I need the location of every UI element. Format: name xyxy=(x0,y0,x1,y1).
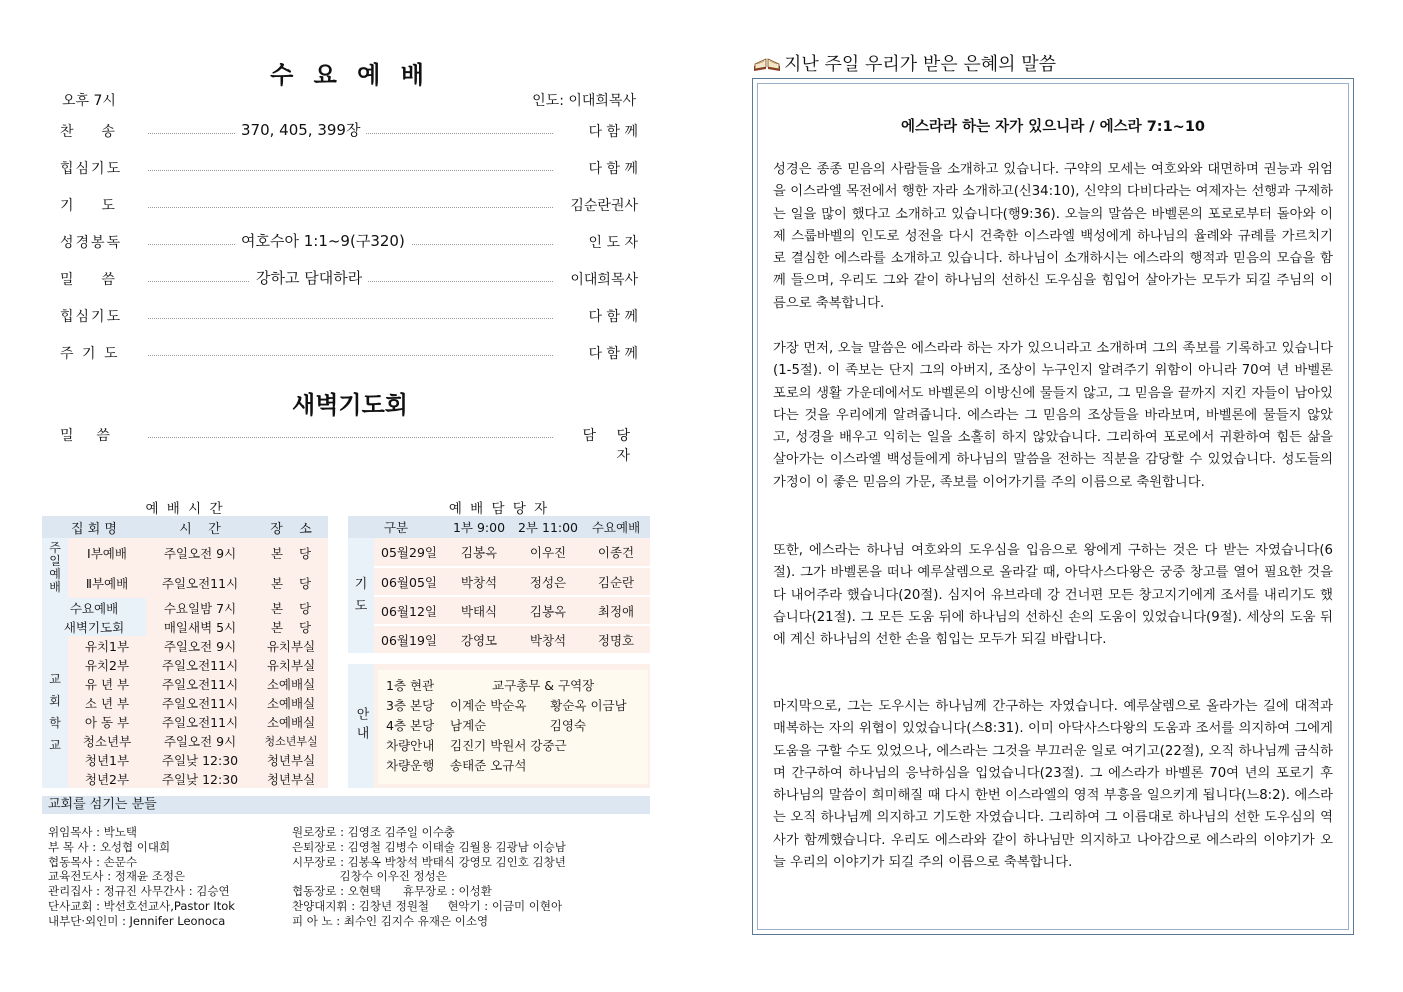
order-label: 주 기 도 xyxy=(60,346,120,362)
header-cell: 2부 11:00 xyxy=(517,520,579,535)
service-name: 새벽기도회 xyxy=(42,617,146,636)
service-name: 청소년부 xyxy=(68,731,146,750)
order-person: 인 도 자 xyxy=(558,232,638,252)
order-person: 다 함 께 xyxy=(558,158,638,178)
duty-wednesday: 김순란 xyxy=(582,567,650,596)
order-row xyxy=(60,343,638,365)
dawn-title: 새벽기도회 xyxy=(292,391,408,419)
service-name: 유치2부 xyxy=(68,655,146,674)
group-cell: 주일예배 xyxy=(42,538,68,598)
order-label: 찬 송 xyxy=(60,124,117,140)
order-content: 강하고 담대하라 xyxy=(250,267,368,288)
order-label: 성경봉독 xyxy=(60,235,123,251)
dotted-leader xyxy=(148,437,553,438)
book-icon xyxy=(752,52,782,72)
order-label: 기 도 xyxy=(60,198,117,214)
staff-line: 찬양대지휘 : 김창년 정원철 현악기 : 이금미 이현아 xyxy=(292,898,563,913)
duty-second: 박창석 xyxy=(514,625,582,654)
order-person: 이대희목사 xyxy=(558,269,638,289)
schedule-row xyxy=(42,538,328,568)
duty-caption: 예 배 담 당 자 xyxy=(448,501,550,517)
staff-right xyxy=(292,825,566,929)
sermon-paragraph: 마지막으로, 그는 도우시는 하나님께 간구하는 자였습니다. 예루살렘으로 올라가는 길에 대적과 매복하는 자의 위협이 있었습니다(스8:31). 이미 아닥사스다왕의 도움과 조서를 의지하여 그에게 도움을 구할 수도 있었으나, 에스라는 그것을 부끄러운 일로 여기고(22절), 오직 하나님께 금식하며 간구하여 하나님의 응낙하심을 입었습니다(23절). 그 에스라가 바벨론 70여 년의 포로기 후 하나님의 말씀이 희미해질 때 다시 한번 이스라엘의 영적 부흥을 일으키게 됩니다(느8:2). 에스라는 오직 하나님께 의지하고 기도한 자였습니다. 그리하여 그 이름대로 하나님의 선한 도우심의 역사가 함께했습니다. 우리도 에스라와 같이 하나님만 의지하고 나아감으로 에스라의 이야기가 오늘 우리의 이야기가 되길 주의 이름으로 축복합니다. xyxy=(773,699,1333,871)
order-person: 다 함 께 xyxy=(558,343,638,363)
service-name: 유치1부 xyxy=(68,636,146,655)
schedule-row xyxy=(42,655,328,674)
service-place: 본 당 xyxy=(254,538,328,568)
schedule-header xyxy=(42,516,328,538)
service-leader: 인도: 이대희목사 xyxy=(532,93,636,109)
duty-first: 김봉옥 xyxy=(444,538,514,567)
service-time: 주일오전 9시 xyxy=(146,731,254,750)
schedule-table xyxy=(42,516,328,788)
service-name: 소 년 부 xyxy=(68,693,146,712)
sermon-paragraph: 또한, 에스라는 하나님 여호와의 도우심을 입음으로 왕에게 구하는 것은 다 받는 자였습니다(6절). 그가 바벨론을 떠나 예루살렘으로 올라갈 때, 아닥사스다왕은 궁중 창고를 열어 필요한 것을 다 내어주라 했습니다(20절). 심지어 유브라데 강 건너편 모든 창고지기에게 조서를 내리기도 했습니다(21절). 그 모든 도움 뒤에 하나님의 선하신 손의 도움이 있었습니다(9절). 세상의 도움 뒤에 계신 하나님의 선한 손을 힘입는 모두가 되길 바랍니다. xyxy=(773,543,1333,648)
service-time: 주일오전 9시 xyxy=(146,538,254,568)
service-place: 소예배실 xyxy=(254,674,328,693)
sermon-heading: 지난 주일 우리가 받은 은혜의 말씀 xyxy=(784,54,1057,75)
guide-key: 차량안내 xyxy=(386,738,435,753)
duty-row xyxy=(348,625,650,654)
duty-date: 06월12일 xyxy=(374,596,444,625)
order-row xyxy=(60,121,638,143)
order-content: 여호수아 1:1~9(구320) xyxy=(235,230,411,251)
guide-row xyxy=(386,716,586,734)
order-content: 370, 405, 399장 xyxy=(235,119,366,140)
guide-row xyxy=(386,756,526,774)
duty-table xyxy=(348,516,650,655)
service-place: 유치부실 xyxy=(254,655,328,674)
order-label: 힙심기도 xyxy=(60,161,123,177)
header-cell: 수요예배 xyxy=(591,520,641,535)
guide-label: 안내 xyxy=(353,707,369,745)
service-time: 수요일밤 7시 xyxy=(146,598,254,617)
service-time: 주일오전11시 xyxy=(146,693,254,712)
service-place: 청소년부실 xyxy=(254,731,328,750)
service-time: 주일오전11시 xyxy=(146,568,254,598)
duty-wednesday: 이종건 xyxy=(582,538,650,567)
header-cell: 1부 9:00 xyxy=(452,520,506,535)
guide-key: 차량운행 xyxy=(386,758,435,773)
dawn-right: 담 당 자 xyxy=(558,425,638,465)
service-time: 매일새벽 5시 xyxy=(146,617,254,636)
staff-line: 원로장로 : 김영조 김주일 이수충 xyxy=(292,825,455,839)
dawn-row xyxy=(60,425,638,464)
duty-second: 정성은 xyxy=(514,567,582,596)
staff-line: 피 아 노 : 최수인 김지수 유재은 이소영 xyxy=(292,913,489,928)
duty-date: 06월05일 xyxy=(374,567,444,596)
duty-wednesday: 정명호 xyxy=(582,625,650,654)
prayer-label: 기도 xyxy=(348,538,374,654)
guide-value: 송태준 오규석 xyxy=(450,758,527,773)
duty-date: 06월19일 xyxy=(374,625,444,654)
staff-line: 협동장로 : 오현택 휴무장로 : 이성환 xyxy=(292,884,492,899)
sermon-box xyxy=(752,78,1354,935)
staff-line: 단사교회 : 박선호선교사,Pastor Itok xyxy=(48,898,235,913)
order-row xyxy=(60,195,638,217)
schedule-row xyxy=(42,769,328,788)
service-time: 주일낮 12:30 xyxy=(146,769,254,788)
staff-heading: 교회를 섬기는 분들 xyxy=(42,796,650,814)
staff-line: 교육전도사 : 정재윤 조정은 xyxy=(48,869,186,884)
service-time: 오후 7시 xyxy=(62,93,116,109)
service-time: 주일오전11시 xyxy=(146,712,254,731)
schedule-row xyxy=(42,568,328,598)
wednesday-title: 수 요 예 배 xyxy=(270,61,430,89)
duty-first: 강영모 xyxy=(444,625,514,654)
service-place: 유치부실 xyxy=(254,636,328,655)
guide-row xyxy=(386,736,567,754)
order-label: 힙심기도 xyxy=(60,309,123,325)
service-time: 주일오전11시 xyxy=(146,674,254,693)
service-time: 주일오전 9시 xyxy=(146,636,254,655)
staff-line: 시무장로 : 김봉옥 박창석 박태식 강영모 김인호 김창년 xyxy=(292,854,566,869)
order-row xyxy=(60,306,638,328)
guide-value: 김진기 박원서 강중근 xyxy=(450,738,567,753)
header-cell: 집 회 명 xyxy=(71,521,117,537)
schedule-row xyxy=(42,712,328,731)
guide-label-cell xyxy=(348,664,374,788)
service-name: Ⅱ부예배 xyxy=(68,568,146,598)
order-person: 김순란권사 xyxy=(558,195,638,215)
staff-line: 관리집사 : 정규진 사무간사 : 김승연 xyxy=(48,884,230,899)
duty-row xyxy=(348,596,650,625)
schedule-row xyxy=(42,617,328,636)
staff-line: 부 목 사 : 오성협 이대희 xyxy=(48,839,171,854)
guide-key: 3층 본당 xyxy=(386,698,435,713)
staff-line: 은퇴장로 : 김영철 김병수 이태술 김월용 김광남 이승남 xyxy=(292,839,566,854)
guide-row xyxy=(386,676,594,694)
schedule-row xyxy=(42,636,328,655)
order-person: 다 함 께 xyxy=(558,306,638,326)
order-row xyxy=(60,232,638,254)
duty-second: 김봉옥 xyxy=(514,596,582,625)
guide-value: 이계순 박순옥 황순옥 이금남 xyxy=(450,698,627,713)
order-label: 밀 씀 xyxy=(60,272,117,288)
dotted-leader xyxy=(148,207,553,208)
schedule-row xyxy=(42,674,328,693)
schedule-row xyxy=(42,750,328,769)
staff-left xyxy=(48,825,235,929)
service-time: 주일오전11시 xyxy=(146,655,254,674)
order-row xyxy=(60,158,638,180)
header-cell: 장 소 xyxy=(270,521,312,537)
dotted-leader xyxy=(148,355,553,356)
schedule-row xyxy=(42,598,328,617)
staff-line: 협동목사 : 손문수 xyxy=(48,854,137,869)
duty-row xyxy=(348,567,650,596)
guide-row xyxy=(386,696,627,714)
service-place: 본 당 xyxy=(254,598,328,617)
header-cell: 구분 xyxy=(383,520,409,535)
service-place: 청년부실 xyxy=(254,750,328,769)
schedule-row xyxy=(42,731,328,750)
guide-value: 남계순 김영숙 xyxy=(450,718,587,733)
service-place: 본 당 xyxy=(254,617,328,636)
group-cell: 교회학교 xyxy=(42,636,68,788)
service-name: 수요예배 xyxy=(42,598,146,617)
service-place: 소예배실 xyxy=(254,712,328,731)
duty-first: 박태식 xyxy=(444,596,514,625)
service-name: Ⅰ부예배 xyxy=(68,538,146,568)
schedule-caption: 예 배 시 간 xyxy=(145,501,225,517)
guide-key: 4층 본당 xyxy=(386,718,435,733)
duty-row xyxy=(348,538,650,567)
service-name: 청년1부 xyxy=(68,750,146,769)
sermon-title: 에스라라 하는 자가 있으니라 / 에스라 7:1~10 xyxy=(901,119,1205,135)
service-name: 유 년 부 xyxy=(68,674,146,693)
service-name: 아 동 부 xyxy=(68,712,146,731)
staff-line: 위임목사 : 박노택 xyxy=(48,825,137,839)
sermon-paragraph: 성경은 종종 믿음의 사람들을 소개하고 있습니다. 구약의 모세는 여호와와 대면하며 권능과 위엄을 이스라엘 목전에서 행한 자라 소개하고(신34:10), 신약의 다비다라는 여제자는 선행과 구제하는 일을 많이 했다고 소개하고 있습니다(행9:36). 오늘의 말씀은 바벨론의 포로로부터 돌아와 이제 스룹바벨의 인도로 성전을 다시 건축한 이스라엘 백성에게 하나님의 율례와 규례를 가르치기로 결심한 에스라를 소개하고 있습니다. 하나님이 소개하시는 에스라의 행적과 믿음의 모습을 함께 들으며, 우리도 그와 같이 하나님의 선하신 도우심을 힘입어 살아가는 모두가 되길 주님의 이름으로 축복합니다. xyxy=(773,162,1333,311)
service-place: 소예배실 xyxy=(254,693,328,712)
service-place: 본 당 xyxy=(254,568,328,598)
duty-first: 박창석 xyxy=(444,567,514,596)
duty-wednesday: 최정애 xyxy=(582,596,650,625)
order-person: 다 함 께 xyxy=(558,121,638,141)
service-time: 주일낮 12:30 xyxy=(146,750,254,769)
header-cell: 시 간 xyxy=(179,521,221,537)
staff-line: 김창수 이우진 정성은 xyxy=(292,869,447,884)
staff-line: 내부단·외인미 : Jennifer Leonoca xyxy=(48,913,226,928)
guide-list xyxy=(378,670,648,784)
service-place: 청년부실 xyxy=(254,769,328,788)
sermon-paragraph: 가장 먼저, 오늘 말씀은 에스라라 하는 자가 있으니라고 소개하며 그의 족보를 기록하고 있습니다(1-5절). 이 족보는 단지 그의 아버지, 조상이 누구인지 알려주기 위함이 아니라 70여 년 바벨론 포로의 생활 가운데에서도 바벨론의 이방신에 물들지 않고, 그 믿음을 끝까지 지킨 자들이 남아있다는 것을 우리에게 알려줍니다. 에스라는 그 믿음의 조상들을 바라보며, 바벨론에 물들지 않았고, 성경을 배우고 익히는 일을 소홀히 하지 않았습니다. 그리하여 포로에서 귀환하여 힘든 삶을 살아가는 이스라엘 백성들에게 하나님의 말씀을 전하는 직분을 감당할 수 있었습니다. 성도들의 가정이 이 좋은 믿음의 가문, 족보를 이어가기를 주의 이름으로 축원합니다. xyxy=(773,341,1333,490)
service-name: 청년2부 xyxy=(68,769,146,788)
guide-block xyxy=(348,664,650,788)
duty-header xyxy=(348,516,650,538)
dawn-label: 밀 씀 xyxy=(60,428,111,444)
duty-date: 05월29일 xyxy=(374,538,444,567)
duty-second: 이우진 xyxy=(514,538,582,567)
order-row xyxy=(60,269,638,291)
dotted-leader xyxy=(148,318,553,319)
schedule-row xyxy=(42,693,328,712)
dotted-leader xyxy=(148,170,553,171)
guide-key: 1층 현관 xyxy=(386,678,435,693)
guide-value: 교구총무 & 구역장 xyxy=(492,678,595,693)
